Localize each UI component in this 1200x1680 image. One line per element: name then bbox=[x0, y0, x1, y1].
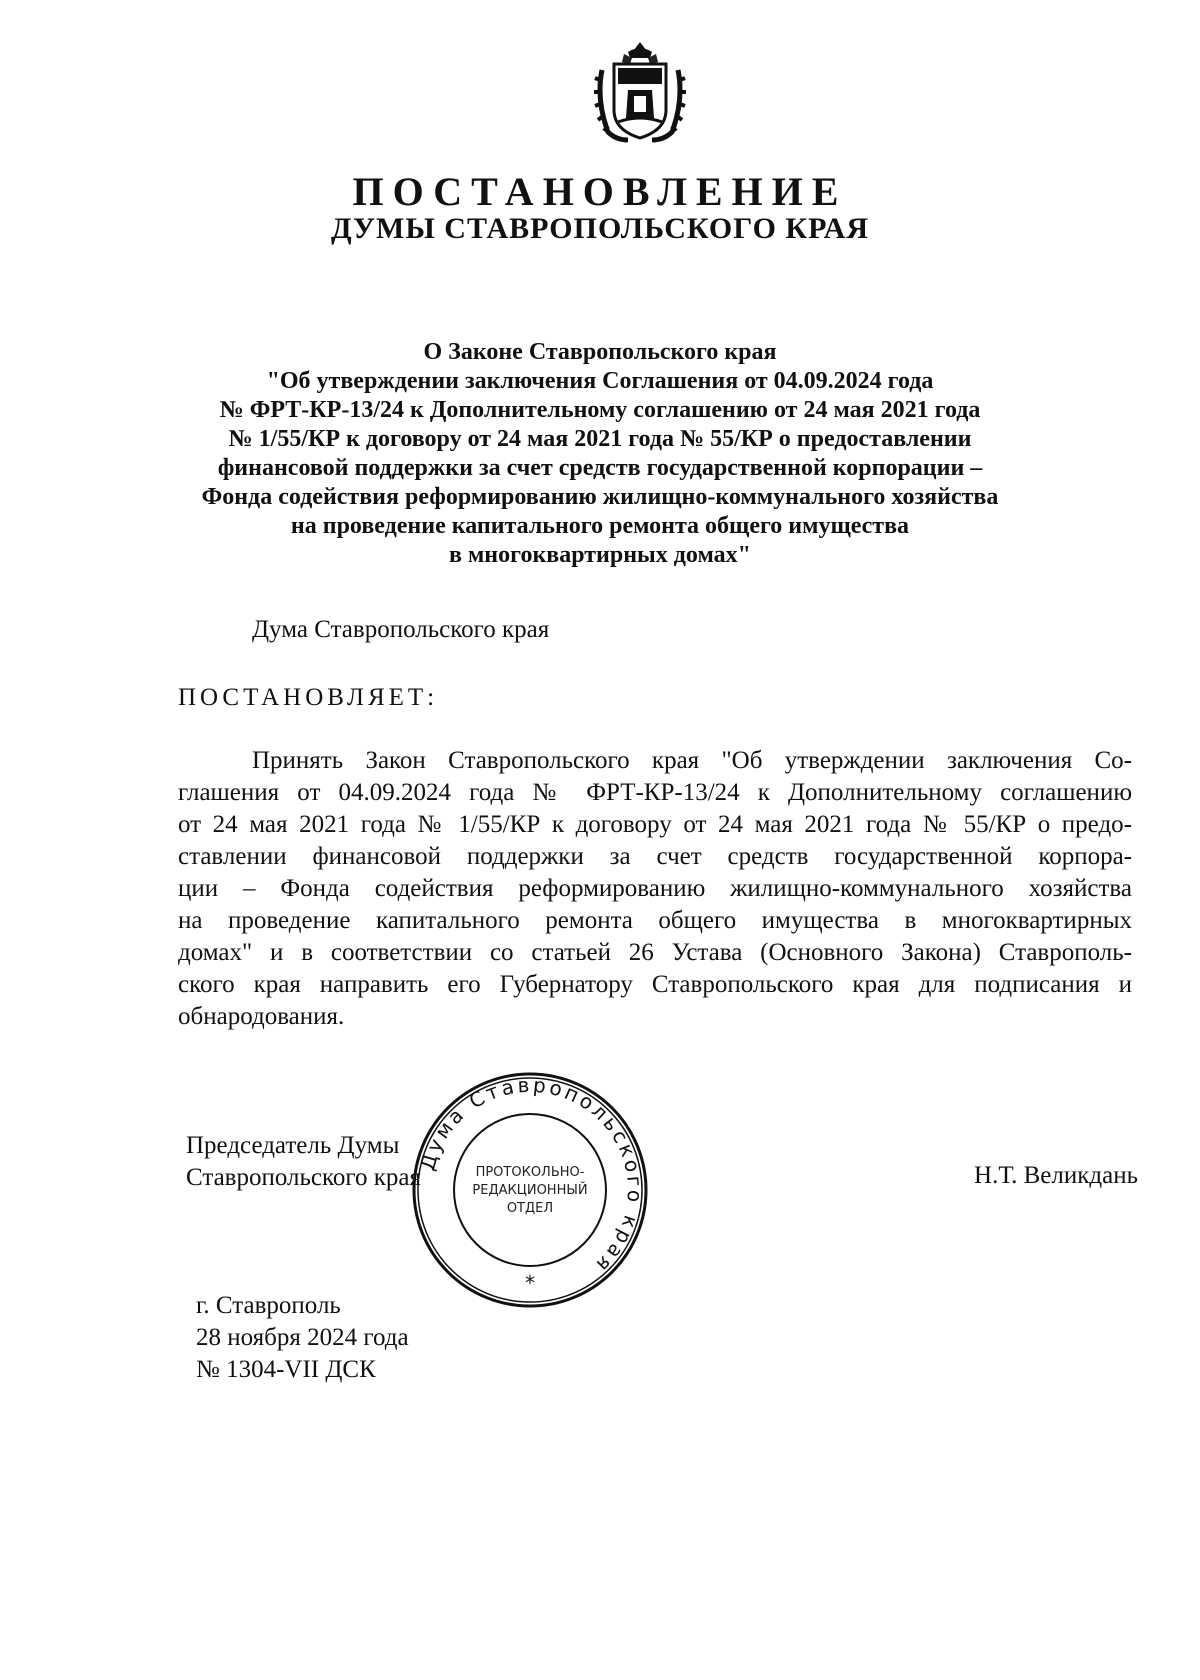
subject-line: № ФРТ-КР-13/24 к Дополнительному соглашению от 24 мая 2021 года bbox=[219, 397, 981, 423]
subject-line: № 1/55/КР к договору от 24 мая 2021 года № 55/КР о предоставлении bbox=[228, 426, 972, 452]
official-stamp bbox=[410, 1070, 650, 1310]
stamp-center-line: ПРОТОКОЛЬНО- bbox=[475, 1165, 585, 1180]
body-line: на проведение капитального ремонта общего имущества в многоквартирных bbox=[178, 907, 1132, 934]
document-number: № 1304-VII ДСК bbox=[196, 1356, 376, 1383]
signatory-position bbox=[186, 1130, 421, 1194]
body-line: Принять Закон Ставропольского края "Об утверждении заключения Со- bbox=[252, 747, 1132, 774]
body-line: ции – Фонда содействия реформированию жилищно-коммунального хозяйства bbox=[178, 875, 1132, 902]
city: г. Ставрополь bbox=[196, 1292, 341, 1319]
stamp-ring-text: Дума Ставропольского края bbox=[415, 1072, 648, 1279]
body-line: ставлении финансовой поддержки за счет средств государственной корпора- bbox=[178, 843, 1132, 870]
position-line: Ставропольского края bbox=[186, 1164, 421, 1191]
stamp-center-line: РЕДАКЦИОННЫЙ bbox=[472, 1183, 588, 1198]
date: 28 ноября 2024 года bbox=[196, 1324, 409, 1351]
body-line: домах" и в соответствии со статьей 26 Устава (Основного Закона) Ставрополь- bbox=[178, 939, 1132, 966]
body-line: от 24 мая 2021 года № 1/55/КР к договору от 24 мая 2021 года № 55/КР о предо- bbox=[178, 811, 1132, 838]
stamp-star: * bbox=[525, 1271, 535, 1295]
stamp-center-line: ОТДЕЛ bbox=[506, 1201, 554, 1216]
subject-line: "Об утверждении заключения Соглашения от 04.09.2024 года bbox=[266, 368, 934, 394]
subject-line: в многоквартирных домах" bbox=[449, 542, 751, 568]
body-line: глашения от 04.09.2024 года № ФРТ-КР-13/24 к Дополнительному соглашению bbox=[178, 779, 1132, 806]
document-title: ПОСТАНОВЛЕНИЕ bbox=[352, 169, 848, 214]
document-subject bbox=[180, 338, 1020, 570]
document-footer bbox=[196, 1290, 409, 1386]
preamble: Дума Ставропольского края bbox=[252, 616, 550, 643]
signatory-name: Н.Т. Великдань bbox=[974, 1162, 1138, 1189]
body-line: ского края направить его Губернатору Ставропольского края для подписания и bbox=[178, 971, 1132, 998]
decree-word: ПОСТАНОВЛЯЕТ: bbox=[178, 684, 439, 711]
subject-line: финансовой поддержки за счет средств государственной корпорации – bbox=[217, 455, 983, 481]
document-subtitle: ДУМЫ СТАВРОПОЛЬСКОГО КРАЯ bbox=[330, 212, 869, 245]
subject-line: Фонда содействия реформированию жилищно-коммунального хозяйства bbox=[201, 484, 999, 510]
body-line: обнародования. bbox=[178, 1003, 345, 1030]
subject-line: на проведение капитального ремонта общего имущества bbox=[290, 513, 910, 539]
coat-of-arms-icon bbox=[594, 40, 686, 144]
subject-line: О Законе Ставропольского края bbox=[423, 339, 777, 365]
body-paragraph bbox=[178, 745, 1132, 1033]
position-line: Председатель Думы bbox=[186, 1132, 400, 1159]
